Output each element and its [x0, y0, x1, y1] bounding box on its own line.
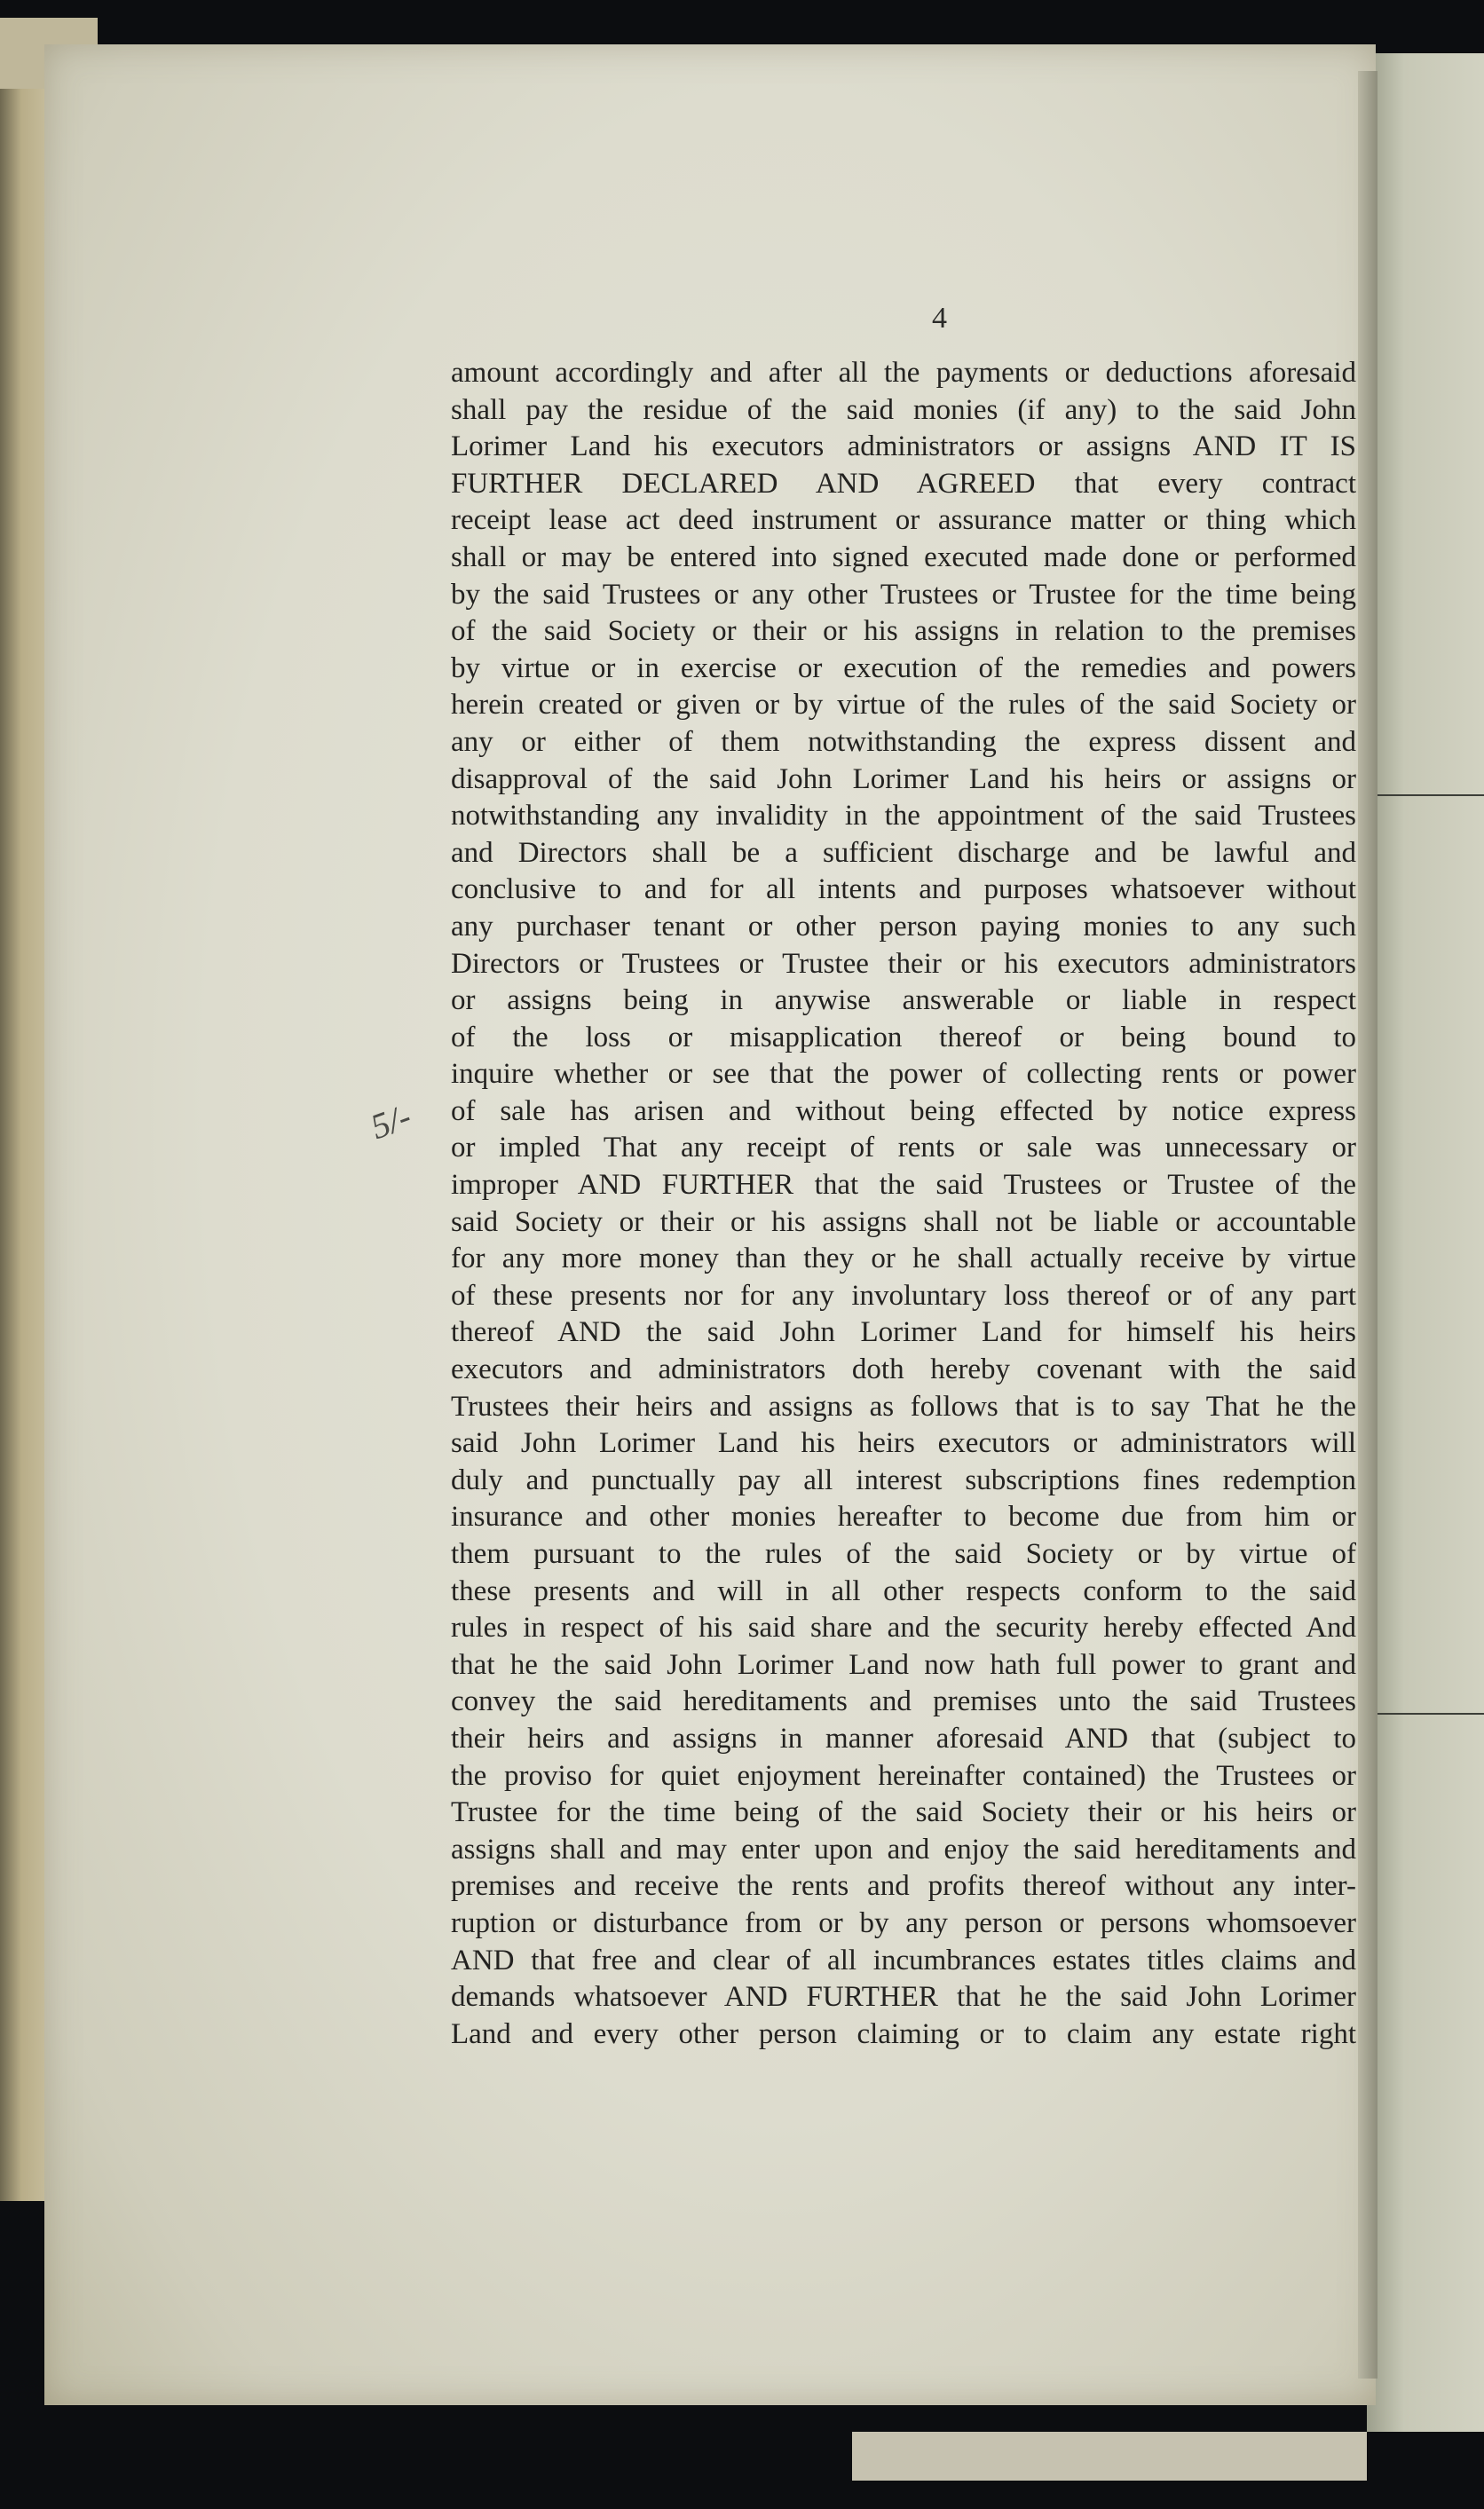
text-line	[451, 1167, 1356, 1204]
adjacent-page-rule	[1367, 1713, 1484, 1715]
text-line-content: shall or may be entered into signed executed made done or performed	[451, 540, 1356, 573]
text-line-content: by virtue or in exercise or execution of the remedies and powers	[451, 651, 1356, 684]
text-line-content: assigns shall and may enter upon and enjoy the said hereditaments and	[451, 1833, 1356, 1866]
text-line-content: said John Lorimer Land his heirs executors or administrators will	[451, 1427, 1356, 1460]
text-line	[451, 577, 1356, 614]
text-line-content: shall pay the residue of the said monies (if any) to the said John	[451, 393, 1356, 426]
text-line-content: the proviso for quiet enjoyment hereinafter contained) the Trustees or	[451, 1759, 1356, 1792]
underlying-card	[852, 2432, 1367, 2481]
text-line-content: or impled That any receipt of rents or sale was unnecessary or	[451, 1132, 1356, 1164]
text-line-content: Trustee for the time being of the said Society their or his heirs or	[451, 1796, 1356, 1829]
text-line-content: inquire whether or see that the power of collecting rents or power	[451, 1058, 1356, 1091]
text-line-content: rules in respect of his said share and the security hereby effected And	[451, 1612, 1356, 1645]
text-line	[451, 429, 1356, 466]
text-line-content: premises and receive the rents and profits thereof without any inter-	[451, 1870, 1356, 1903]
text-line-content: amount accordingly and after all the payments or deductions aforesaid	[451, 357, 1356, 389]
text-line	[451, 724, 1356, 761]
text-line-content: notwithstanding any invalidity in the appointment of the said Trustees	[451, 800, 1356, 832]
text-line-content: Trustees their heirs and assigns as follows that is to say That he the	[451, 1390, 1356, 1423]
text-line-content: FURTHER DECLARED AND AGREED that every contract	[451, 467, 1356, 500]
text-line	[451, 1795, 1356, 1832]
text-line	[451, 687, 1356, 724]
text-line-content: Lorimer Land his executors administrators or assigns AND IT IS	[451, 430, 1356, 463]
text-line-content: said Society or their or his assigns shall not be liable or accountable	[451, 1205, 1356, 1238]
text-line	[451, 1574, 1356, 1611]
text-line	[451, 1130, 1356, 1167]
text-line-content: any or either of them notwithstanding the express dissent and	[451, 725, 1356, 758]
adjacent-page	[1367, 53, 1484, 2467]
text-line-content: Directors or Trustees or Trustee their or his executors administrators	[451, 947, 1356, 980]
text-line	[451, 392, 1356, 430]
text-line	[451, 1721, 1356, 1758]
text-line	[451, 355, 1356, 392]
handwritten-margin-note: 5/-	[365, 1095, 416, 1148]
text-line-content: any purchaser tenant or other person paying monies to any such	[451, 910, 1356, 943]
text-line-content: conclusive to and for all intents and purposes whatsoever without	[451, 873, 1356, 906]
text-line	[451, 2016, 1356, 2054]
text-line-content: by the said Trustees or any other Trustees or Trustee for the time being	[451, 578, 1356, 611]
text-line-content: convey the said hereditaments and premises unto the said Trustees	[451, 1685, 1356, 1718]
text-line	[451, 872, 1356, 909]
text-line	[451, 613, 1356, 651]
body-text	[451, 355, 1356, 2053]
text-line-content: of the loss or misapplication thereof or being bound to	[451, 1021, 1356, 1053]
text-line	[451, 1204, 1356, 1242]
text-line	[451, 946, 1356, 983]
text-line	[451, 1684, 1356, 1721]
text-line-content: or assigns being in anywise answerable or liable in respect	[451, 984, 1356, 1017]
text-line	[451, 1610, 1356, 1647]
text-line	[451, 761, 1356, 799]
text-line	[451, 540, 1356, 577]
text-line	[451, 1943, 1356, 1980]
text-line-content: herein created or given or by virtue of the rules of the said Society or	[451, 689, 1356, 722]
text-line	[451, 1093, 1356, 1131]
text-line	[451, 982, 1356, 1020]
text-line-content: Land and every other person claiming or to claim any estate right	[451, 2017, 1356, 2050]
text-line	[451, 1536, 1356, 1574]
text-line-content: their heirs and assigns in manner aforesaid AND that (subject to	[451, 1722, 1356, 1755]
page-number: 4	[932, 302, 947, 335]
text-line	[451, 1314, 1356, 1352]
text-line	[451, 466, 1356, 503]
text-line	[451, 1868, 1356, 1905]
adjacent-page-rule	[1367, 794, 1484, 796]
text-line	[451, 1499, 1356, 1536]
text-line-content: insurance and other monies hereafter to become due from him or	[451, 1501, 1356, 1534]
text-line	[451, 1278, 1356, 1315]
text-line	[451, 1905, 1356, 1943]
text-line-content: duly and punctually pay all interest subscriptions fines redemption	[451, 1464, 1356, 1496]
text-line	[451, 1832, 1356, 1869]
text-line-content: executors and administrators doth hereby covenant with the said	[451, 1353, 1356, 1386]
text-line-content: improper AND FURTHER that the said Trustees or Trustee of the	[451, 1169, 1356, 1202]
text-line	[451, 1352, 1356, 1389]
text-line	[451, 1758, 1356, 1795]
text-line	[451, 1425, 1356, 1463]
text-line	[451, 1463, 1356, 1500]
text-line-content: demands whatsoever AND FURTHER that he the said John Lorimer	[451, 1981, 1356, 2014]
text-line-content: of sale has arisen and without being effected by notice express	[451, 1094, 1356, 1127]
text-line-content: that he the said John Lorimer Land now hath full power to grant and	[451, 1648, 1356, 1681]
text-line	[451, 502, 1356, 540]
text-line	[451, 651, 1356, 688]
page-edge	[1358, 71, 1377, 2379]
text-line	[451, 1389, 1356, 1426]
text-line-content: thereof AND the said John Lorimer Land for himself his heirs	[451, 1316, 1356, 1349]
text-line	[451, 1020, 1356, 1057]
text-line	[451, 798, 1356, 835]
text-line	[451, 1979, 1356, 2016]
text-line-content: for any more money than they or he shall actually receive by virtue	[451, 1243, 1356, 1275]
text-line-content: AND that free and clear of all incumbrances estates titles claims and	[451, 1944, 1356, 1976]
text-line	[451, 1647, 1356, 1685]
text-line-content: them pursuant to the rules of the said Society or by virtue of	[451, 1538, 1356, 1570]
text-line	[451, 835, 1356, 872]
text-line	[451, 1056, 1356, 1093]
text-line-content: disapproval of the said John Lorimer Land his heirs or assigns or	[451, 762, 1356, 795]
text-line-content: and Directors shall be a sufficient discharge and be lawful and	[451, 836, 1356, 869]
text-line-content: of the said Society or their or his assigns in relation to the premises	[451, 615, 1356, 648]
text-line-content: receipt lease act deed instrument or assurance matter or thing which	[451, 504, 1356, 537]
text-line-content: these presents and will in all other respects conform to the said	[451, 1574, 1356, 1607]
text-line	[451, 1241, 1356, 1278]
text-line-content: ruption or disturbance from or by any person or persons whomsoever	[451, 1906, 1356, 1939]
text-line	[451, 909, 1356, 946]
text-line-content: of these presents nor for any involuntary loss thereof or of any part	[451, 1279, 1356, 1312]
